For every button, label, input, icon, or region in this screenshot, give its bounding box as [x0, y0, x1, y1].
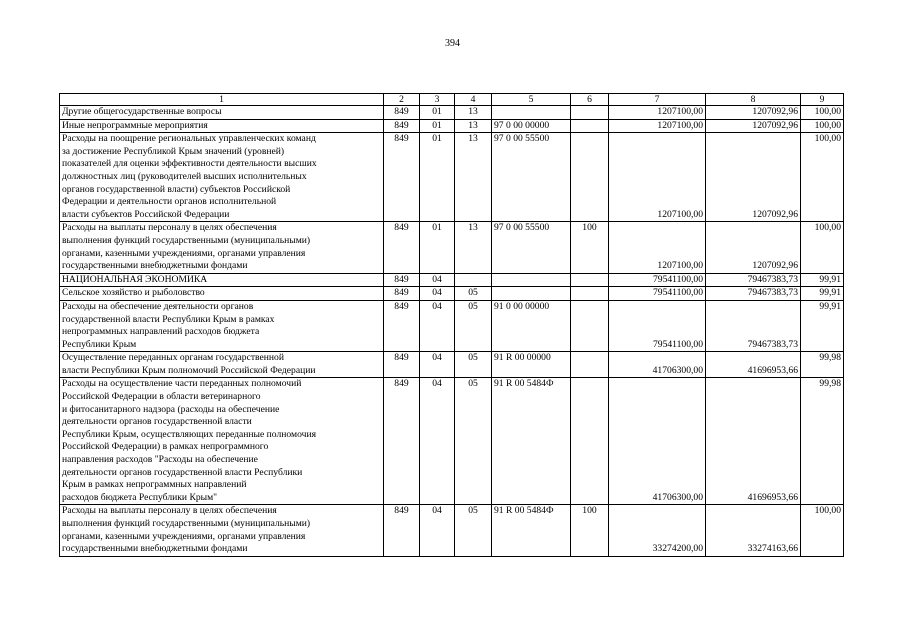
- subsection-code-cell: 13: [455, 133, 492, 222]
- executed-amount-cell: 79467383,73: [706, 273, 801, 287]
- subsection-code-cell: 05: [455, 378, 492, 505]
- expense-type-cell: 100: [571, 505, 609, 556]
- subsection-code-cell: 13: [455, 222, 492, 273]
- item-name-cell: Другие общегосударственные вопросы: [60, 106, 384, 120]
- header-cell: 8: [706, 94, 801, 106]
- section-code-cell: 04: [420, 287, 455, 301]
- table-row: [60, 119, 844, 133]
- item-name-cell: Расходы на осуществление части переданных полномочий Российской Федерации в области ветеринарного и фитосанитарного надзора (расходы на обеспечение деятельности органов государственной власти Республики Крым, осуществляющих переданные полномочия Российской Федерации) в рамках непрограммного направления расходов "Расходы на обеспечение деятельности органов государственной власти Республики Крым в рамках непрограммных направлений расходов бюджета Республики Крым": [60, 378, 384, 505]
- table-row: [60, 287, 844, 301]
- item-name-cell: Расходы на поощрение региональных управленческих команд за достижение Республикой Крым значений (уровней) показателей для оценки эффективности деятельности высших должностных лиц (руководителей высших исполнительных органов государственной власти) субъектов Российской Федерации и деятельности органов исполнительной власти субъектов Российской Федерации: [60, 133, 384, 222]
- table-row: [60, 222, 844, 273]
- executed-amount-cell: 41696953,66: [706, 352, 801, 378]
- planned-amount-cell: 79541100,00: [609, 273, 706, 287]
- item-name-cell: Расходы на выплаты персоналу в целях обеспечения выполнения функций государственными (муниципальными) органами, казенными учреждениями, органами управления государственными внебюджетными фондами: [60, 505, 384, 556]
- expense-type-cell: [571, 119, 609, 133]
- chapter-code-cell: 849: [384, 352, 420, 378]
- percent-cell: 100,00: [801, 119, 844, 133]
- table-row: [60, 106, 844, 120]
- section-code-cell: 01: [420, 133, 455, 222]
- chapter-code-cell: 849: [384, 287, 420, 301]
- executed-amount-cell: 79467383,73: [706, 300, 801, 351]
- item-name-cell: Расходы на обеспечение деятельности органов государственной власти Республики Крым в рамках непрограммных направлений расходов бюджета Республики Крым: [60, 300, 384, 351]
- planned-amount-cell: 79541100,00: [609, 287, 706, 301]
- target-article-cell: 91 0 00 00000: [492, 300, 571, 351]
- header-cell: 3: [420, 94, 455, 106]
- section-code-cell: 01: [420, 106, 455, 120]
- planned-amount-cell: 41706300,00: [609, 352, 706, 378]
- item-name-cell: Расходы на выплаты персоналу в целях обеспечения выполнения функций государственными (муниципальными) органами, казенными учреждениями, органами управления государственными внебюджетными фондами: [60, 222, 384, 273]
- executed-amount-cell: 41696953,66: [706, 378, 801, 505]
- subsection-code-cell: 05: [455, 505, 492, 556]
- chapter-code-cell: 849: [384, 119, 420, 133]
- executed-amount-cell: 1207092,96: [706, 222, 801, 273]
- target-article-cell: [492, 273, 571, 287]
- percent-cell: 99,98: [801, 378, 844, 505]
- section-code-cell: 04: [420, 300, 455, 351]
- percent-cell: 99,98: [801, 352, 844, 378]
- header-row: [60, 94, 844, 106]
- table-row: [60, 133, 844, 222]
- percent-cell: 100,00: [801, 133, 844, 222]
- page-number: 394: [445, 38, 460, 49]
- target-article-cell: 91 R 00 5484Ф: [492, 378, 571, 505]
- chapter-code-cell: 849: [384, 222, 420, 273]
- target-article-cell: 91 R 00 5484Ф: [492, 505, 571, 556]
- executed-amount-cell: 33274163,66: [706, 505, 801, 556]
- executed-amount-cell: 1207092,96: [706, 119, 801, 133]
- chapter-code-cell: 849: [384, 273, 420, 287]
- subsection-code-cell: 05: [455, 300, 492, 351]
- item-name-cell: Осуществление переданных органам государственной власти Республики Крым полномочий Российской Федерации: [60, 352, 384, 378]
- expense-type-cell: [571, 287, 609, 301]
- target-article-cell: [492, 106, 571, 120]
- percent-cell: 100,00: [801, 222, 844, 273]
- section-code-cell: 04: [420, 352, 455, 378]
- expense-type-cell: [571, 352, 609, 378]
- header-cell: 6: [571, 94, 609, 106]
- section-code-cell: 04: [420, 505, 455, 556]
- table-row: [60, 273, 844, 287]
- expense-type-cell: [571, 300, 609, 351]
- planned-amount-cell: 1207100,00: [609, 133, 706, 222]
- percent-cell: 100,00: [801, 505, 844, 556]
- item-name-cell: Сельское хозяйство и рыболовство: [60, 287, 384, 301]
- section-code-cell: 04: [420, 273, 455, 287]
- target-article-cell: 97 0 00 55500: [492, 222, 571, 273]
- percent-cell: 99,91: [801, 300, 844, 351]
- section-code-cell: 01: [420, 119, 455, 133]
- target-article-cell: 97 0 00 55500: [492, 133, 571, 222]
- planned-amount-cell: 79541100,00: [609, 300, 706, 351]
- percent-cell: 100,00: [801, 106, 844, 120]
- table-row: [60, 505, 844, 556]
- header-cell: 4: [455, 94, 492, 106]
- expense-type-cell: [571, 273, 609, 287]
- header-cell: 7: [609, 94, 706, 106]
- header-cell: 1: [60, 94, 384, 106]
- percent-cell: 99,91: [801, 273, 844, 287]
- chapter-code-cell: 849: [384, 300, 420, 351]
- header-cell: 2: [384, 94, 420, 106]
- executed-amount-cell: 1207092,96: [706, 106, 801, 120]
- chapter-code-cell: 849: [384, 378, 420, 505]
- expense-type-cell: 100: [571, 222, 609, 273]
- expense-type-cell: [571, 378, 609, 505]
- chapter-code-cell: 849: [384, 133, 420, 222]
- target-article-cell: 91 R 00 00000: [492, 352, 571, 378]
- subsection-code-cell: 13: [455, 106, 492, 120]
- header-cell: 9: [801, 94, 844, 106]
- target-article-cell: [492, 287, 571, 301]
- section-code-cell: 04: [420, 378, 455, 505]
- item-name-cell: Иные непрограммные мероприятия: [60, 119, 384, 133]
- planned-amount-cell: 1207100,00: [609, 222, 706, 273]
- table-row: [60, 378, 844, 505]
- target-article-cell: 97 0 00 00000: [492, 119, 571, 133]
- subsection-code-cell: [455, 273, 492, 287]
- planned-amount-cell: 1207100,00: [609, 106, 706, 120]
- executed-amount-cell: 1207092,96: [706, 133, 801, 222]
- percent-cell: 99,91: [801, 287, 844, 301]
- section-code-cell: 01: [420, 222, 455, 273]
- chapter-code-cell: 849: [384, 106, 420, 120]
- planned-amount-cell: 41706300,00: [609, 378, 706, 505]
- header-cell: 5: [492, 94, 571, 106]
- planned-amount-cell: 33274200,00: [609, 505, 706, 556]
- executed-amount-cell: 79467383,73: [706, 287, 801, 301]
- subsection-code-cell: 05: [455, 352, 492, 378]
- table-body: [60, 106, 844, 557]
- planned-amount-cell: 1207100,00: [609, 119, 706, 133]
- subsection-code-cell: 05: [455, 287, 492, 301]
- subsection-code-cell: 13: [455, 119, 492, 133]
- item-name-cell: НАЦИОНАЛЬНАЯ ЭКОНОМИКА: [60, 273, 384, 287]
- expense-type-cell: [571, 133, 609, 222]
- budget-table: [59, 93, 844, 557]
- expense-type-cell: [571, 106, 609, 120]
- chapter-code-cell: 849: [384, 505, 420, 556]
- table-row: [60, 300, 844, 351]
- table-row: [60, 352, 844, 378]
